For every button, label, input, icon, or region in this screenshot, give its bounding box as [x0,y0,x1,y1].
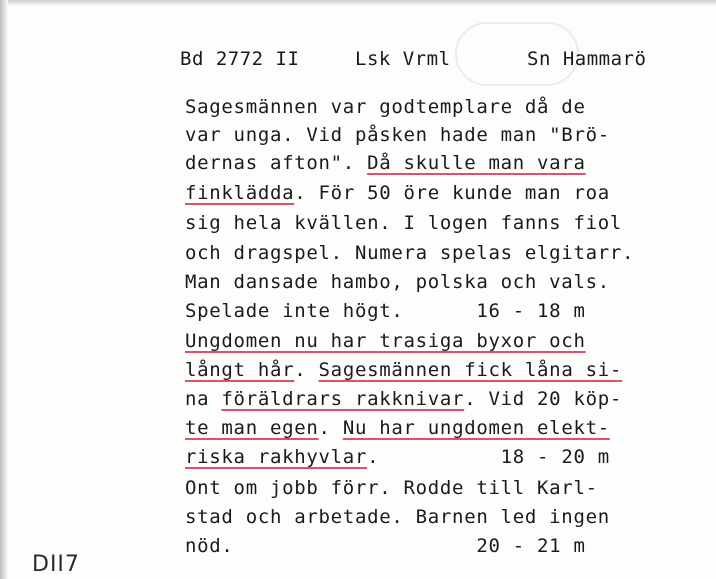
text-segment: . [294,359,319,381]
underlined-text: finklädda [185,182,295,204]
text-line: och dragspel. Numera spelas elgitarr. [185,242,635,264]
text-segment: . [318,417,343,439]
underlined-text: Ungdomen nu har trasiga byxor och [185,330,586,352]
text-line: nöd. 20 - 21 m [185,535,586,557]
text-segment: . 18 - 20 m [367,446,610,468]
text-line [185,359,622,381]
underlined-text: Sagesmännen fick låna si- [318,359,623,381]
text-line: var unga. Vid påsken hade man "Brö- [185,124,610,146]
text-line: Spelade inte högt. 16 - 18 m [185,300,586,322]
text-line: stad och arbetade. Barnen led ingen [185,506,610,528]
text-line: Man dansade hambo, polska och vals. [185,271,610,293]
handwritten-margin-note: DII7 [32,552,80,577]
parish-name: Sn Hammarö [527,48,647,70]
card-edge-left [0,0,8,579]
text-line [185,446,610,468]
text-line: Ont om jobb förr. Rodde till Karl- [185,477,598,499]
underlined-text: riska rakhyvlar [185,446,368,468]
underlined-text: långt hår [185,359,295,381]
text-segment: . Vid 20 köp- [464,388,623,410]
text-line: Sagesmännen var godtemplare då de [185,96,586,118]
underlined-text: te man egen [185,417,319,439]
underlined-text: Nu har ungdomen elekt- [342,417,610,439]
text-line [185,388,622,410]
card-edge-top [0,0,716,6]
text-line [185,330,586,352]
underlined-text: Då skulle man vara [367,152,586,174]
text-line [185,152,586,174]
text-segment: dernas afton". [185,152,368,174]
text-segment: . För 50 öre kunde man roa [294,182,610,204]
text-segment: na [185,388,222,410]
region-code: Lsk Vrml [355,48,451,70]
text-line [185,417,610,439]
text-line [185,182,610,204]
archive-number: Bd 2772 II [180,48,300,70]
underlined-text: föräldrars rakknivar [221,388,465,410]
text-line: sig hela kvällen. I logen fanns fiol [185,212,623,234]
